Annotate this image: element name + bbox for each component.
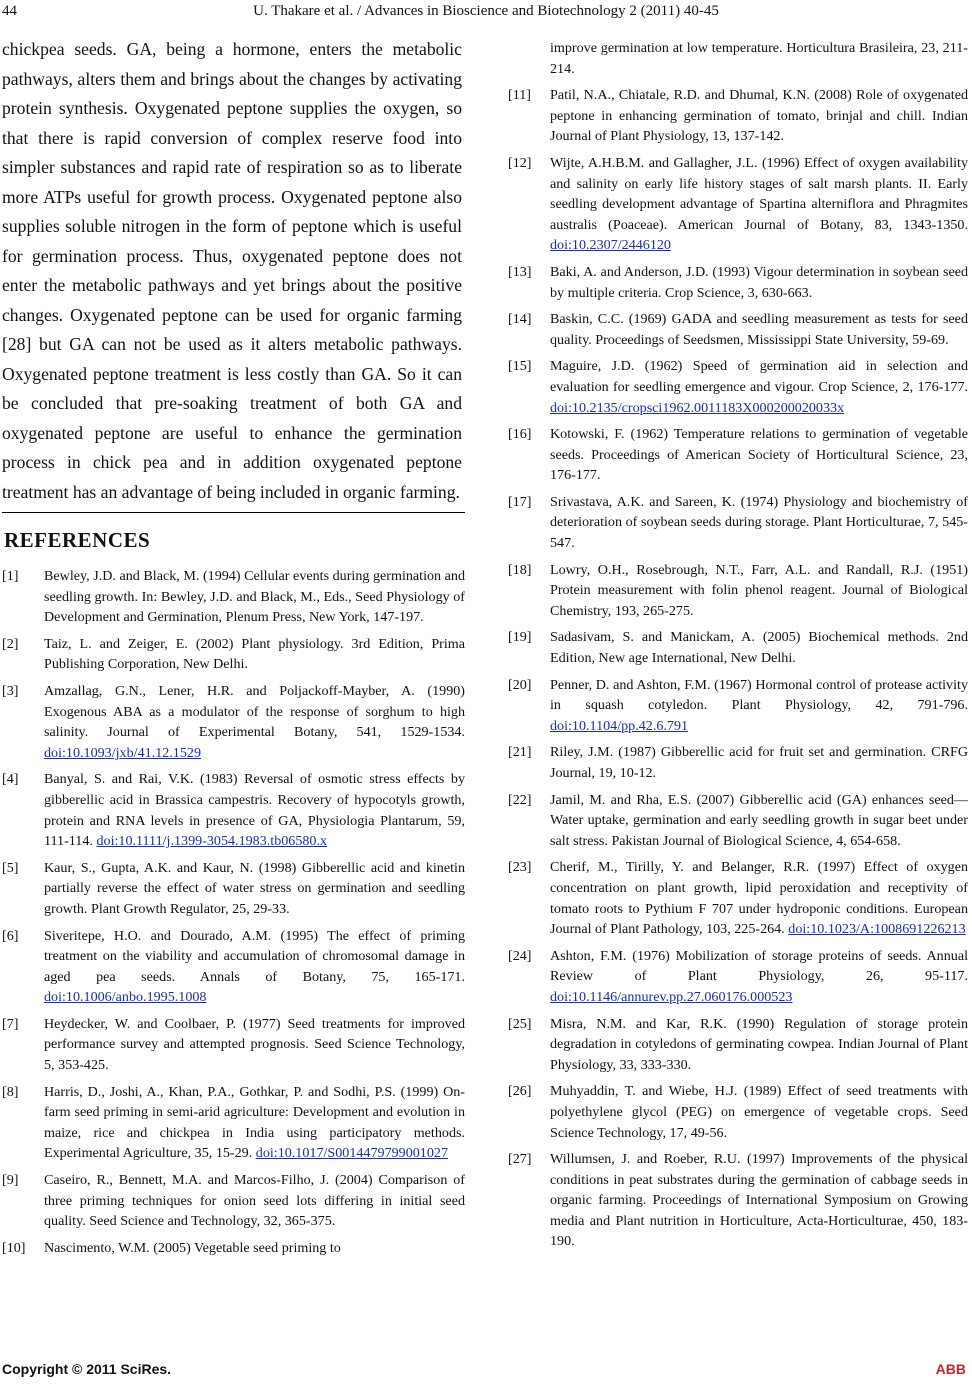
page-number: 44 <box>2 3 17 19</box>
reference-citation: Banyal, S. and Rai, V.K. (1983) Reversal of osmotic stress effects by gibberellic acid in Brassica campestris. Recovery of hypocotyls growth, protein and RNA levels in presence of GA, Physiologia Plantarum, 59, 111-114. <box>44 771 465 850</box>
reference-number: [14] <box>508 311 532 328</box>
doi-link[interactable]: doi:10.1104/pp.42.6.791 <box>550 717 689 734</box>
reference-text <box>550 424 968 486</box>
reference-text <box>550 1014 968 1076</box>
reference-item <box>508 946 968 1008</box>
reference-citation: Willumsen, J. and Roeber, R.U. (1997) Improvements of the physical conditions in peat substrates during the germination of cabbage seeds in organic farming. Proceedings of International Symposium on Growing media and Plant nutrition in Horticulture, Acta-Horticulturae, 450, 183-190. <box>550 1151 968 1250</box>
reference-text <box>44 926 465 1008</box>
reference-number: [12] <box>508 154 532 171</box>
reference-text <box>550 153 968 256</box>
reference-citation: Maguire, J.D. (1962) Speed of germination aid in selection and evaluation for seedling emergence and vigour. Crop Science, 2, 176-177. <box>550 358 968 395</box>
reference-item <box>508 356 968 418</box>
reference-item <box>508 790 968 852</box>
reference-text <box>44 1238 465 1259</box>
doi-link[interactable]: doi:10.1111/j.1399-3054.1983.tb06580.x <box>96 833 328 850</box>
reference-item <box>2 634 465 675</box>
reference-text <box>44 1082 465 1164</box>
reference-text <box>550 1149 968 1252</box>
reference-citation: Caseiro, R., Bennett, M.A. and Marcos-Filho, J. (2004) Comparison of three priming techniques for onion seed lots differing in initial seed quality. Seed Science and Technology, 32, 365-375. <box>44 1172 465 1230</box>
reference-citation: Bewley, J.D. and Black, M. (1994) Cellular events during germination and seedling growth. In: Bewley, J.D. and Black, M., Eds., Seed Physiology of Development and Germination, Plenum Press, New York, 147-197. <box>44 568 465 626</box>
doi-link[interactable]: doi:10.1146/annurev.pp.27.060176.000523 <box>550 988 793 1005</box>
reference-item <box>2 1238 465 1259</box>
reference-item <box>2 769 465 851</box>
reference-citation: Sadasivam, S. and Manickam, A. (2005) Biochemical methods. 2nd Edition, New age International, New Delhi. <box>550 629 968 667</box>
reference-number: [20] <box>508 676 532 693</box>
reference-number: [8] <box>2 1083 19 1100</box>
reference-number: [3] <box>2 682 19 699</box>
journal-abbrev: ABB <box>935 1361 966 1377</box>
reference-item <box>2 681 465 763</box>
reference-citation: Lowry, O.H., Rosebrough, N.T., Farr, A.L. and Randall, R.J. (1951) Protein measurement with folin phenol reagent. Journal of Biological Chemistry, 193, 265-275. <box>550 561 968 619</box>
reference-item <box>508 1014 968 1076</box>
reference-number: [13] <box>508 263 532 280</box>
reference-text <box>550 675 968 737</box>
reference-number: [23] <box>508 859 532 876</box>
reference-item <box>2 1170 465 1232</box>
references-list-left <box>2 566 465 1264</box>
reference-number: [17] <box>508 493 532 510</box>
reference-citation: Cherif, M., Tirilly, Y. and Belanger, R.R. (1997) Effect of oxygen concentration on plant growth, lipid peroxidation and receptivity of tomato roots to Pythium F 707 under hydroponic conditions. European Journal of Plant Pathology, 103, 225-264. <box>550 859 968 938</box>
reference-number: [11] <box>508 87 531 104</box>
reference-citation: Wijte, A.H.B.M. and Gallagher, J.L. (1996) Effect of oxygen availability and salinity on early life history stages of salt marsh plants. II. Early seedling development advantage of Spartina alterniflora and Phragmites australis (Poaceae). American Journal of Botany, 83, 1343-1350. <box>550 154 968 233</box>
reference-text <box>44 566 465 628</box>
reference-item <box>2 926 465 1008</box>
reference-number: [10] <box>2 1239 26 1256</box>
reference-item <box>508 309 968 350</box>
doi-link[interactable]: doi:10.1023/A:1008691226213 <box>788 921 966 938</box>
reference-number: [7] <box>2 1015 19 1032</box>
reference-item <box>508 627 968 668</box>
reference-item <box>508 1081 968 1143</box>
reference-text <box>44 1014 465 1076</box>
reference-number: [9] <box>2 1172 19 1189</box>
reference-text <box>44 769 465 851</box>
reference-number: [24] <box>508 947 532 964</box>
reference-text <box>550 38 968 79</box>
reference-item <box>2 566 465 628</box>
reference-text <box>44 1170 465 1232</box>
running-title: U. Thakare et al. / Advances in Bioscience and Biotechnology 2 (2011) 40-45 <box>253 3 719 19</box>
reference-item <box>508 262 968 303</box>
reference-item <box>2 858 465 920</box>
reference-number: [1] <box>2 568 19 584</box>
reference-item <box>508 742 968 783</box>
reference-text <box>550 790 968 852</box>
reference-citation: Kotowski, F. (1962) Temperature relations to germination of vegetable seeds. Proceedings of American Society of Horticultural Science, 23, 176-177. <box>550 426 968 484</box>
reference-citation: Baki, A. and Anderson, J.D. (1993) Vigour determination in soybean seed by multiple criteria. Crop Science, 3, 630-663. <box>550 263 968 301</box>
reference-number: [15] <box>508 358 532 375</box>
reference-item <box>508 857 968 939</box>
reference-item <box>508 492 968 554</box>
reference-citation: Ashton, F.M. (1976) Mobilization of storage proteins of seeds. Annual Review of Plant Physiology, 26, 95-117. <box>550 947 968 985</box>
reference-number: [19] <box>508 629 532 646</box>
reference-item <box>508 85 968 147</box>
reference-item <box>508 38 968 79</box>
doi-link[interactable]: doi:10.1006/anbo.1995.1008 <box>44 989 207 1006</box>
doi-link[interactable]: doi:10.2135/cropsci1962.0011183X000200020033x <box>550 399 845 416</box>
reference-citation: Riley, J.M. (1987) Gibberellic acid for fruit set and germination. CRFG Journal, 19, 10-12. <box>550 744 968 781</box>
reference-number: [18] <box>508 561 532 578</box>
reference-citation: Srivastava, A.K. and Sareen, K. (1974) Physiology and biochemistry of deterioration of soybean seeds during storage. Plant Horticulturae, 7, 545-547. <box>550 493 968 552</box>
reference-text <box>550 627 968 668</box>
doi-link[interactable]: doi:10.1017/S0014479799001027 <box>255 1145 448 1162</box>
reference-text <box>550 560 968 622</box>
reference-number: [21] <box>508 744 532 761</box>
reference-citation: Penner, D. and Ashton, F.M. (1967) Hormonal control of protease activity in squash cotyledon. Plant Physiology, 42, 791-796. <box>550 676 968 714</box>
reference-item <box>508 424 968 486</box>
reference-number: [25] <box>508 1015 532 1032</box>
reference-citation: Muhyaddin, T. and Wiebe, H.J. (1989) Effect of seed treatments with polyethylene glycol (PEG) on emergence of vegetable crops. Seed Science Technology, 17, 49-56. <box>550 1083 968 1141</box>
reference-text <box>550 309 968 350</box>
reference-citation: Patil, N.A., Chiatale, R.D. and Dhumal, K.N. (2008) Role of oxygenated peptone in enhancing germination of tomato, brinjal and chill. Indian Journal of Plant Physiology, 13, 137-142. <box>550 87 968 145</box>
reference-number: [5] <box>2 859 19 876</box>
reference-citation: improve germination at low temperature. Horticultura Brasileira, 23, 211-214. <box>550 40 968 77</box>
page-header <box>0 0 972 24</box>
reference-item <box>508 675 968 737</box>
reference-citation: Heydecker, W. and Coolbaer, P. (1977) Seed treatments for improved performance survey and attempted prognosis. Seed Science Technology, 5, 353-425. <box>44 1015 465 1074</box>
reference-text <box>550 857 968 939</box>
reference-item <box>508 153 968 256</box>
reference-number: [26] <box>508 1083 532 1100</box>
reference-citation: Misra, N.M. and Kar, R.K. (1990) Regulation of storage protein degradation in cotyledons of germinating cowpea. Indian Journal of Plant Physiology, 33, 333-330. <box>550 1015 968 1073</box>
reference-item <box>508 1149 968 1252</box>
reference-text <box>550 742 968 783</box>
reference-citation: Nascimento, W.M. (2005) Vegetable seed priming to <box>44 1239 341 1256</box>
reference-number <box>508 38 550 79</box>
page-footer <box>0 1359 972 1383</box>
reference-number: [2] <box>2 635 19 652</box>
reference-text <box>550 946 968 1008</box>
reference-text <box>550 262 968 303</box>
reference-citation: Baskin, C.C. (1969) GADA and seedling measurement as tests for seed quality. Proceedings of Seedsmen, Mississippi State University, 59-69. <box>550 311 968 348</box>
reference-text <box>44 681 465 763</box>
reference-item <box>508 560 968 622</box>
reference-number: [27] <box>508 1151 532 1168</box>
reference-text <box>550 1081 968 1143</box>
reference-number: [6] <box>2 927 19 944</box>
reference-text <box>550 356 968 418</box>
reference-text <box>44 858 465 920</box>
doi-link[interactable]: doi:10.1093/jxb/41.12.1529 <box>44 744 201 761</box>
references-heading: REFERENCES <box>4 528 151 552</box>
reference-number: [22] <box>508 791 532 808</box>
section-divider <box>2 512 465 513</box>
body-paragraph: chickpea seeds. GA, being a hormone, enters the metabolic pathways, alters them and brings about the changes by activating protein synthesis. Oxygenated peptone supplies the oxygen, so that there is rapid conversion of complex reserve food into simpler substances and rapid rate of respiration so as to liberate more ATPs useful for growth process. Oxygenated peptone also supplies soluble nitrogen in the form of peptone which is useful for germination process. Thus, oxygenated peptone does not enter the metabolic pathways and yet brings about the positive changes. Oxygenated peptone can be used for organic farming [28] but GA can not be used as it alters metabolic pathways. Oxygenated peptone treatment is less costly than GA. So it can be concluded that pre-soaking treatment of both GA and oxygenated peptone are useful to enhance the germination process in chick pea and in addition oxygenated peptone treatment has an advantage of being included in organic farming. <box>2 39 462 502</box>
reference-number: [4] <box>2 771 19 788</box>
reference-citation: Harris, D., Joshi, A., Khan, P.A., Gothkar, P. and Sodhi, P.S. (1999) On-farm seed priming in semi-arid agriculture: Development and evolution in maize, rice and chickpea in India using participatory methods. Experimental Agriculture, 35, 15-29. <box>44 1083 465 1162</box>
reference-text <box>550 492 968 554</box>
reference-citation: Amzallag, G.N., Lener, H.R. and Poljackoff-Mayber, A. (1990) Exogenous ABA as a modulator of the response of sorghum to high salinity. Journal of Experimental Botany, 541, 1529-1534. <box>44 682 465 741</box>
reference-citation: Siveritepe, H.O. and Dourado, A.M. (1995) The effect of priming treatment on the viability and accumulation of chromosomal damage in aged pea seeds. Annals of Botany, 75, 165-171. <box>44 927 465 985</box>
copyright-notice: Copyright © 2011 SciRes. <box>2 1361 172 1377</box>
reference-text <box>550 85 968 147</box>
reference-item <box>2 1014 465 1076</box>
reference-citation: Taiz, L. and Zeiger, E. (2002) Plant physiology. 3rd Edition, Prima Publishing Corporation, New Delhi. <box>44 635 465 673</box>
doi-link[interactable]: doi:10.2307/2446120 <box>550 237 671 254</box>
reference-citation: Kaur, S., Gupta, A.K. and Kaur, N. (1998) Gibberellic acid and kinetin partially reverse the effect of water stress on germination and seedling growth. Plant Growth Regulator, 25, 29-33. <box>44 859 465 917</box>
reference-item <box>2 1082 465 1164</box>
reference-number: [16] <box>508 426 532 443</box>
reference-text <box>44 634 465 675</box>
reference-citation: Jamil, M. and Rha, E.S. (2007) Gibberellic acid (GA) enhances seed—Water uptake, germination and early seedling growth in sugar beet under salt stress. Pakistan Journal of Biological Science, 4, 654-658. <box>550 791 968 849</box>
references-list-right <box>508 38 968 1258</box>
